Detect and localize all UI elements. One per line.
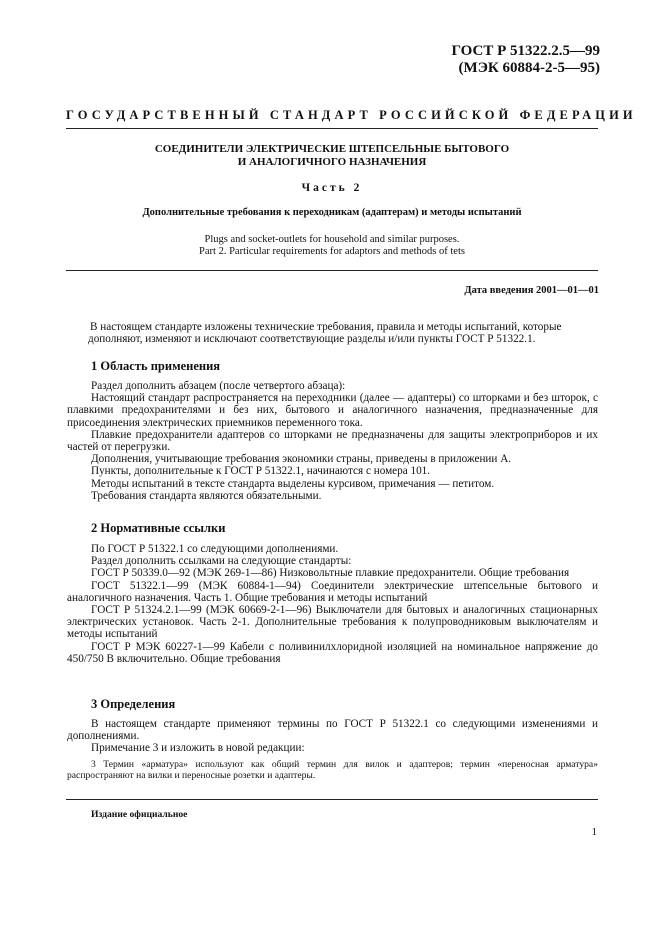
section-1-para: Методы испытаний в тексте стандарта выделены курсивом, примечания — петитом.: [91, 477, 495, 490]
introduction-date: Дата введения 2001—01—01: [464, 285, 599, 296]
section-2-body: [67, 543, 598, 665]
section-1-para: Требования стандарта являются обязательными.: [91, 489, 322, 502]
section-2-para: По ГОСТ Р 51322.1 со следующими дополнениями.: [91, 543, 339, 555]
state-standard-heading: ГОСУДАРСТВЕННЫЙ СТАНДАРТ РОССИЙСКОЙ ФЕДЕРАЦИИ: [66, 108, 637, 122]
section-1-body: [67, 380, 598, 502]
page-number: 1: [591, 826, 597, 838]
section-2-para: ГОСТ Р 50339.0—92 (МЭК 269-1—86) Низковольтные плавкие предохранители. Общие требования: [91, 567, 570, 580]
intro-paragraph: [90, 321, 598, 345]
footer-divider: [66, 799, 598, 800]
section-3-body: [67, 718, 598, 781]
intro-line-1: В настоящем стандарте изложены технические требования, правила и методы испытаний, которые: [90, 321, 562, 333]
standard-code: [451, 43, 600, 77]
section-3-title: 3 Определения: [91, 697, 176, 711]
section-1-para: Плавкие предохранители адаптеров со шторками не предназначены для защиты электроприборов и их частей от перегрузки.: [67, 428, 598, 454]
title-line-1: СОЕДИНИТЕЛИ ЭЛЕКТРИЧЕСКИЕ ШТЕПСЕЛЬНЫЕ БЫТОВОГО: [154, 143, 510, 155]
section-1-title: 1 Область применения: [91, 359, 221, 373]
standard-code-iec: (МЭК 60884-2-5—95): [458, 60, 600, 76]
section-1-para: Настоящий стандарт распространяется на переходники (далее — адаптеры) со шторками и без шторок, с плавкими предохранителями и без них, бытового и аналогичного назначения, предназначенные для присоединения электрических приемников переменного тока.: [67, 392, 598, 429]
section-3-para: В настоящем стандарте применяют термины по ГОСТ Р 51322.1 со следующими изменениями и дополнениями.: [67, 718, 598, 743]
intro-line-2: дополняют, изменяют и исключают соответствующие разделы и/или пункты ГОСТ Р 51322.1.: [88, 333, 536, 346]
header-divider: [66, 128, 598, 129]
section-2-para: Раздел дополнить ссылками на следующие стандарты:: [91, 555, 352, 568]
standard-code-gost: ГОСТ Р 51322.2.5—99: [451, 43, 600, 59]
document-title: [66, 143, 598, 169]
english-title-line-2: Part 2. Particular requirements for adaptors and methods of tets: [199, 246, 465, 257]
section-1-para: Раздел дополнить абзацем (после четвертого абзаца):: [91, 380, 346, 392]
section-2-para: ГОСТ 51322.1—99 (МЭК 60884-1—94) Соединители электрические штепсельные бытового и аналогичного назначения. Часть 1. Общие требования и методы испытаний: [67, 579, 598, 604]
part-label: Часть 2: [301, 182, 363, 194]
section-1-para: Пункты, дополнительные к ГОСТ Р 51322.1, начинаются с номера 101.: [91, 465, 431, 478]
section-2-para: ГОСТ Р 51324.2.1—99 (МЭК 60669-2-1—96) Выключатели для бытовых и аналогичных стационарных электрических установок. Часть 2-1. Дополнительные требования к полупроводниковым выключателям и методы испытаний: [67, 604, 598, 641]
section-1-para: Дополнения, учитывающие требования экономики страны, приведены в приложении А.: [91, 453, 512, 466]
title-line-2: И АНАЛОГИЧНОГО НАЗНАЧЕНИЯ: [237, 156, 427, 168]
english-title-line-1: Plugs and socket-outlets for household and similar purposes.: [204, 234, 460, 245]
section-2-title: 2 Нормативные ссылки: [91, 521, 226, 535]
english-title: [66, 234, 598, 258]
section-3-note: 3 Термин «арматура» используют как общий термин для вилок и адаптеров; термин «переносная арматура» распространяют на вилки и переносные розетки и адаптеры.: [67, 758, 598, 781]
document-subtitle: Дополнительные требования к переходникам (адаптерам) и методы испытаний: [142, 207, 522, 218]
section-2-para: ГОСТ Р МЭК 60227-1—99 Кабели с поливинилхлоридной изоляцией на номинальное напряжение до 450/750 В включительно. Общие требования: [67, 640, 598, 665]
section-3-para: Примечание 3 и изложить в новой редакции:: [91, 742, 305, 755]
official-edition-label: Издание официальное: [91, 809, 188, 820]
title-divider: [66, 270, 598, 271]
